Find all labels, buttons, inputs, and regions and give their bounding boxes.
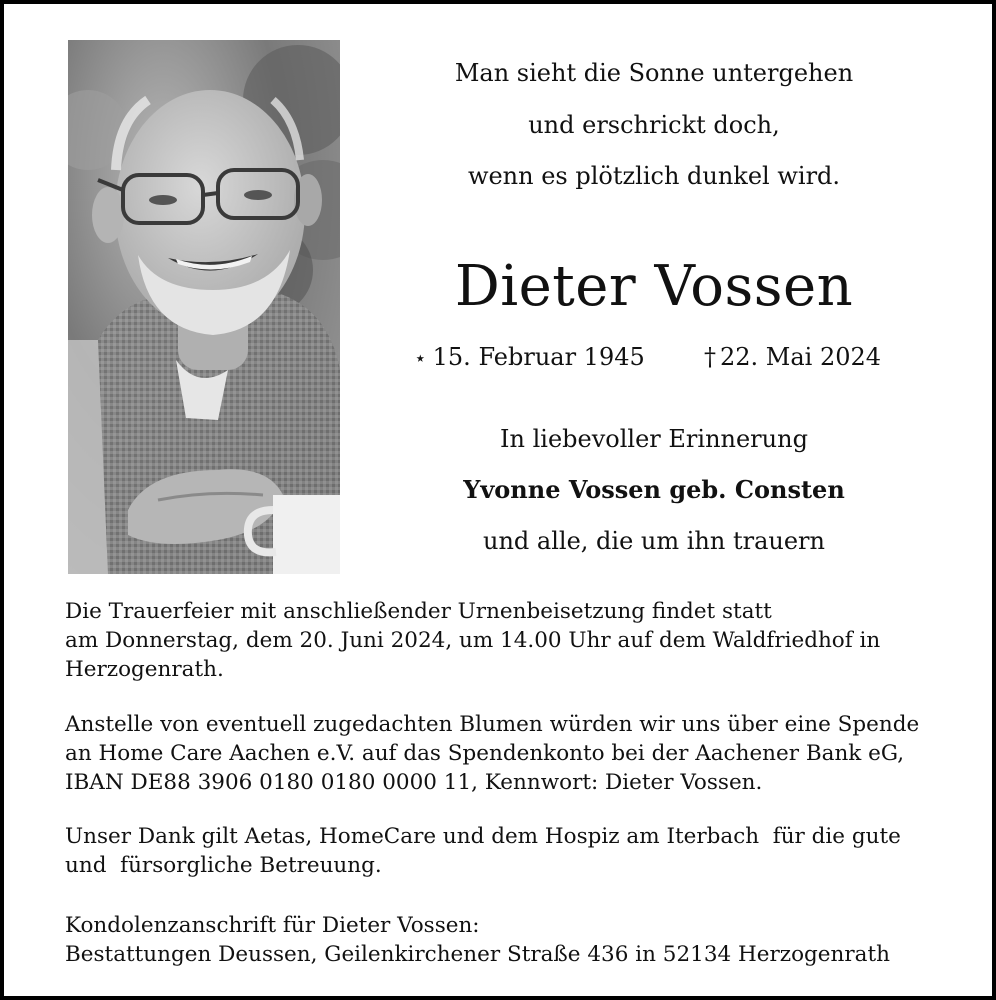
thanks-paragraph <box>65 822 965 880</box>
mourners-others: und alle, die um ihn trauern <box>483 527 825 555</box>
poem-line-3: wenn es plötzlich dunkel wird. <box>467 162 841 190</box>
thanks-line: und fürsorgliche Betreuung. <box>65 853 382 878</box>
portrait-photo <box>68 40 340 574</box>
donation-line: IBAN DE88 3906 0180 0180 0000 11, Kennwort: Dieter Vossen. <box>65 770 763 795</box>
poem-line-2: und erschrickt doch, <box>528 111 780 139</box>
remembrance-intro: In liebevoller Erinnerung <box>500 425 808 453</box>
dagger-icon: † <box>704 343 716 371</box>
mourner-name: Yvonne Vossen geb. Consten <box>463 475 845 504</box>
donation-line: an Home Care Aachen e.V. auf das Spendenkonto bei der Aachener Bank eG, <box>65 741 905 766</box>
condolence-line: Kondolenzanschrift für Dieter Vossen: <box>65 913 480 938</box>
condolence-line: Bestattungen Deussen, Geilenkirchener Straße 436 in 52134 Herzogenrath <box>65 942 890 967</box>
donation-paragraph <box>65 710 965 797</box>
thanks-line: Unser Dank gilt Aetas, HomeCare und dem Hospiz am Iterbach für die gute <box>65 824 901 849</box>
birth-date <box>416 341 645 374</box>
death-date <box>704 341 881 373</box>
poem-line-1: Man sieht die Sonne untergehen <box>454 59 854 87</box>
death-date-text: 22. Mai 2024 <box>720 343 882 371</box>
donation-line: Anstelle von eventuell zugedachten Blumen würden wir uns über eine Spende <box>65 712 920 737</box>
birth-date-text: 15. Februar 1945 <box>432 343 645 371</box>
ceremony-paragraph <box>65 597 965 684</box>
condolence-address <box>65 911 965 969</box>
ceremony-line: Die Trauerfeier mit anschließender Urnenbeisetzung findet statt <box>65 599 772 624</box>
ceremony-line: Herzogenrath. <box>65 657 224 682</box>
ceremony-line: am Donnerstag, dem 20. Juni 2024, um 14.00 Uhr auf dem Waldfriedhof in <box>65 628 881 653</box>
deceased-name: Dieter Vossen <box>454 254 854 319</box>
star-icon: ⭑ <box>416 348 425 367</box>
